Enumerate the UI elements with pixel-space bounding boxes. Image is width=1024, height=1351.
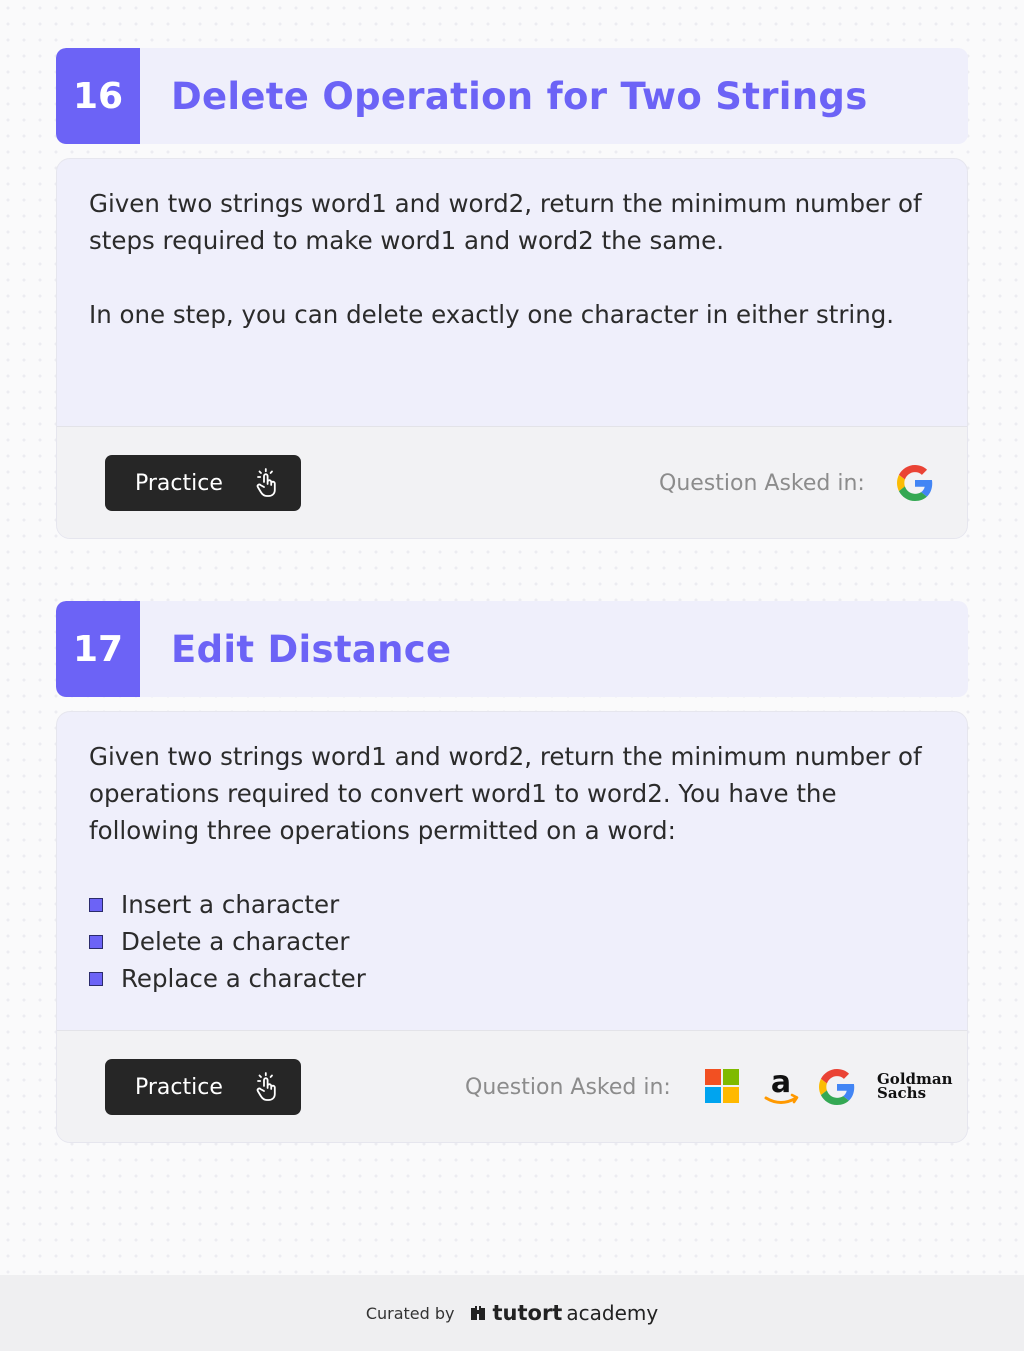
goldman-sachs-line: Goldman xyxy=(877,1070,953,1088)
question-asked-in-label: Question Asked in: xyxy=(659,471,865,496)
card-17-body xyxy=(56,711,968,1143)
brand-tutort: tutort xyxy=(492,1301,563,1325)
practice-button[interactable] xyxy=(105,455,301,511)
question-description xyxy=(57,159,967,333)
question-title: Edit Distance xyxy=(171,627,452,671)
card-16-body xyxy=(56,158,968,539)
list-item xyxy=(89,960,935,997)
practice-label: Practice xyxy=(135,1074,223,1100)
list-item-label: Replace a character xyxy=(121,964,366,993)
card-16-header xyxy=(56,48,968,144)
page-footer xyxy=(0,1275,1024,1351)
svg-text:a: a xyxy=(770,1065,792,1100)
operations-list xyxy=(89,886,935,997)
question-asked-in-label: Question Asked in: xyxy=(465,1075,671,1100)
card-footer xyxy=(57,426,967,538)
description-paragraph: In one step, you can delete exactly one character in either string. xyxy=(89,300,895,329)
bullet-square-icon xyxy=(89,898,103,912)
goldman-sachs-logo xyxy=(877,1072,953,1100)
list-item xyxy=(89,923,935,960)
question-title: Delete Operation for Two Strings xyxy=(171,74,868,118)
list-item-label: Delete a character xyxy=(121,927,350,956)
curated-by-label: Curated by xyxy=(365,1303,455,1323)
tutort-logo-icon xyxy=(469,1304,487,1322)
card-footer xyxy=(57,1030,967,1142)
brand-academy: academy xyxy=(566,1301,659,1325)
goldman-sachs-line: Sachs xyxy=(877,1084,927,1102)
pointer-hand-icon xyxy=(253,468,281,498)
microsoft-logo xyxy=(705,1069,739,1103)
bullet-square-icon xyxy=(89,972,103,986)
practice-label: Practice xyxy=(135,470,223,496)
question-number: 16 xyxy=(56,48,140,144)
pointer-hand-icon xyxy=(253,1072,281,1102)
practice-button[interactable] xyxy=(105,1059,301,1115)
question-number: 17 xyxy=(56,601,140,697)
list-item xyxy=(89,886,935,923)
google-logo xyxy=(897,465,933,501)
question-description xyxy=(57,712,967,997)
list-item-label: Insert a character xyxy=(121,890,340,919)
description-paragraph: Given two strings word1 and word2, return the minimum number of operations required to convert word1 to word2. You have the following three operations permitted on a word: xyxy=(89,742,922,845)
google-logo xyxy=(819,1069,855,1105)
description-paragraph: Given two strings word1 and word2, return the minimum number of steps required to make word1 and word2 the same. xyxy=(89,189,922,255)
amazon-logo xyxy=(759,1065,803,1109)
bullet-square-icon xyxy=(89,935,103,949)
card-17-header xyxy=(56,601,968,697)
